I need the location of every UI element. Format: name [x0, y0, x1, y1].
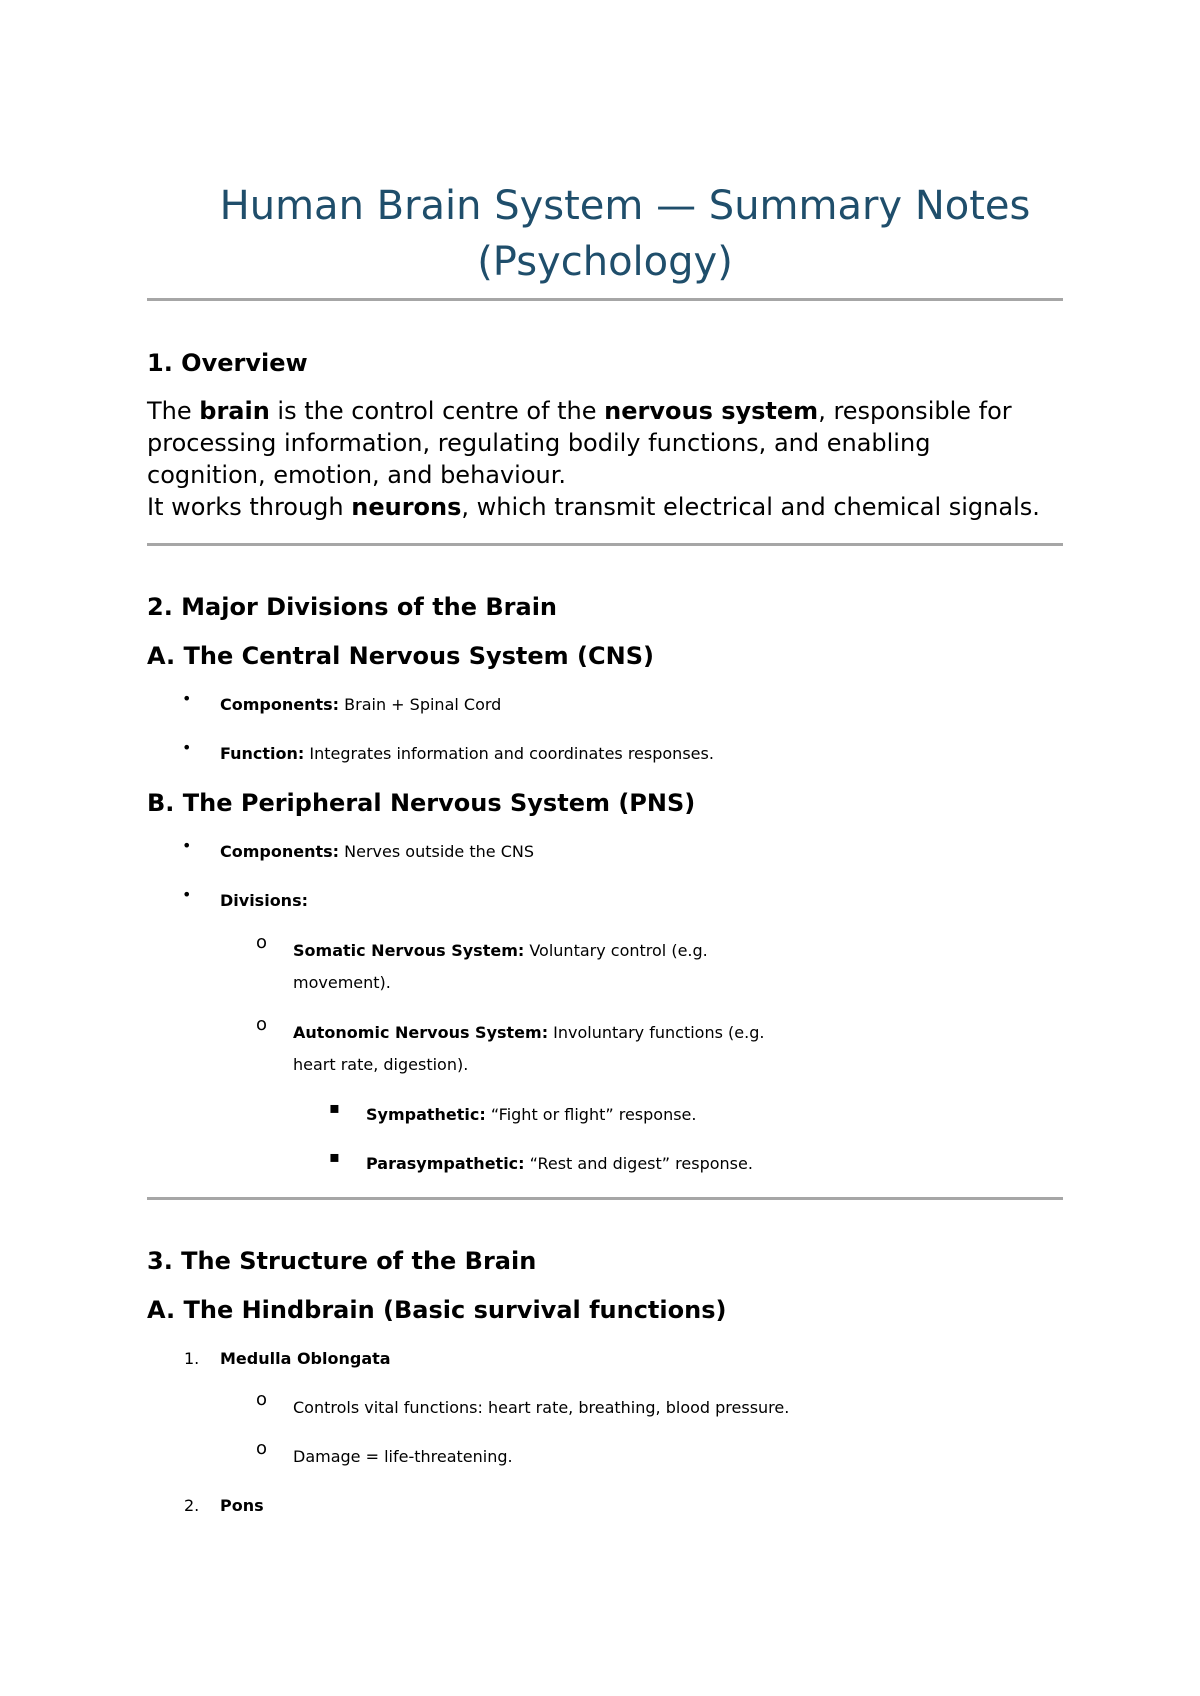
list-number: 2.: [184, 1496, 200, 1515]
subheading-hindbrain: A. The Hindbrain (Basic survival functions): [147, 1296, 727, 1324]
title-line-1: Human Brain System — Summary Notes: [219, 183, 1031, 229]
overview-line-1: [147, 395, 1063, 427]
text: is the control centre of the: [269, 397, 605, 425]
list-item-cns-function: [220, 738, 714, 770]
bullet-icon: •: [182, 885, 192, 904]
divider: [147, 1197, 1063, 1200]
divider: [147, 543, 1063, 546]
label: Divisions:: [220, 891, 308, 910]
subheading-cns: A. The Central Nervous System (CNS): [147, 642, 654, 670]
list-item-pons: [220, 1490, 264, 1522]
title-line-2: (Psychology): [477, 239, 733, 285]
value: Integrates information and coordinates responses.: [304, 744, 714, 763]
label: Components:: [220, 695, 340, 714]
label: Parasympathetic:: [366, 1154, 525, 1173]
label: Somatic Nervous System:: [293, 941, 525, 960]
overview-line-3: cognition, emotion, and behaviour.: [147, 461, 567, 489]
bullet-icon: •: [182, 689, 192, 708]
bullet-icon: •: [182, 836, 192, 855]
section-heading-structure: 3. The Structure of the Brain: [147, 1247, 537, 1275]
bold-term-neurons: neurons: [351, 493, 462, 521]
bold-term-brain: brain: [199, 397, 270, 425]
list-item-pns-divisions: [220, 885, 308, 917]
text: The: [147, 397, 200, 425]
list-item-somatic: [293, 935, 1053, 999]
circle-bullet-icon: o: [256, 1389, 268, 1410]
list-item-pns-components: [220, 836, 534, 868]
list-number: 1.: [184, 1349, 200, 1368]
label: Sympathetic:: [366, 1105, 486, 1124]
label: Medulla Oblongata: [220, 1349, 391, 1368]
bullet-icon: •: [182, 738, 192, 757]
square-bullet-icon: ▪: [329, 1147, 340, 1166]
value: “Rest and digest” response.: [524, 1154, 753, 1173]
circle-bullet-icon: o: [256, 1438, 268, 1459]
overview-line-4: [147, 491, 1063, 523]
bold-term-nervous-system: nervous system: [604, 397, 819, 425]
value-continued: movement).: [293, 973, 391, 992]
section-heading-overview: 1. Overview: [147, 349, 308, 377]
list-item-medulla-sub-1: Controls vital functions: heart rate, breathing, blood pressure.: [293, 1398, 790, 1417]
label: Components:: [220, 842, 340, 861]
value-continued: heart rate, digestion).: [293, 1055, 469, 1074]
value: “Fight or flight” response.: [485, 1105, 697, 1124]
list-item-parasympathetic: [366, 1148, 753, 1180]
value: Voluntary control (e.g.: [524, 941, 708, 960]
list-item-sympathetic: [366, 1099, 696, 1131]
value: Involuntary functions (e.g.: [548, 1023, 765, 1042]
label: Autonomic Nervous System:: [293, 1023, 549, 1042]
label: Function:: [220, 744, 305, 763]
list-item-autonomic: [293, 1017, 1053, 1081]
label: Pons: [220, 1496, 264, 1515]
divider: [147, 298, 1063, 301]
line: [293, 1017, 1053, 1049]
subheading-pns: B. The Peripheral Nervous System (PNS): [147, 789, 696, 817]
text: , which transmit electrical and chemical signals.: [461, 493, 1040, 521]
section-heading-divisions: 2. Major Divisions of the Brain: [147, 593, 558, 621]
value: Brain + Spinal Cord: [339, 695, 502, 714]
list-item-medulla-sub-2: Damage = life-threatening.: [293, 1447, 513, 1466]
overview-paragraph: [147, 395, 1063, 523]
overview-line-2: processing information, regulating bodily functions, and enabling: [147, 429, 931, 457]
line: [293, 935, 1053, 967]
document-title: [147, 178, 1063, 290]
text: It works through: [147, 493, 352, 521]
list-item-medulla: [220, 1343, 391, 1375]
square-bullet-icon: ▪: [329, 1098, 340, 1117]
text: , responsible for: [818, 397, 1012, 425]
list-item-cns-components: [220, 689, 501, 721]
circle-bullet-icon: o: [256, 932, 268, 953]
circle-bullet-icon: o: [256, 1014, 268, 1035]
value: Nerves outside the CNS: [339, 842, 534, 861]
